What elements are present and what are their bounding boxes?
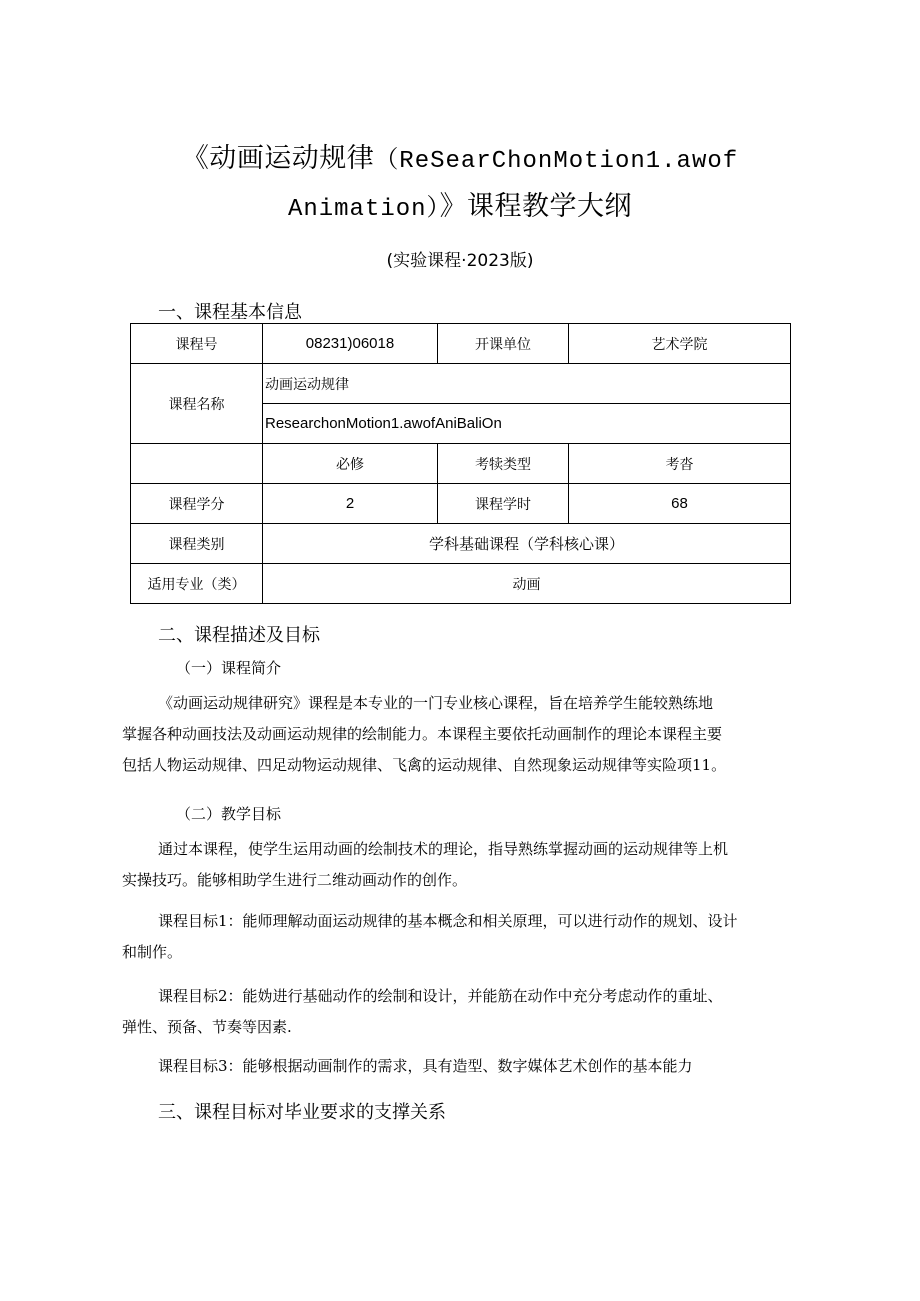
goal-3-paragraph: [122, 1051, 802, 1082]
table-cell: 考沓: [569, 444, 791, 484]
table-cell: 开课单位: [438, 324, 569, 364]
paragraph-line: 掌握各种动画技法及动画运动规律的绘制能力。本课程主要依托动画制作的理论本课程主要: [122, 725, 723, 743]
paragraph-line: 课程目标2：能妫进行基础动作的绘制和设计，并能筋在动作中充分考虑动作的重址、: [158, 987, 723, 1005]
paragraph-line: 和制作。: [122, 943, 183, 961]
section-2-heading: 二、课程描述及目标: [158, 625, 320, 646]
table-row: [131, 364, 791, 404]
subsection-intro-heading: （一）课程简介: [176, 659, 282, 677]
goal-2-paragraph: [122, 981, 802, 1043]
document-subtitle: (实验课程·2023版): [386, 251, 534, 271]
title-cn-part-1: 《动画运动规律: [181, 143, 375, 174]
table-cell: 课程学时: [438, 484, 569, 524]
table-cell: 艺术学院: [569, 324, 791, 364]
goal-1-paragraph: [122, 906, 802, 968]
table-cell: 08231)06018: [263, 324, 438, 364]
table-row: [131, 484, 791, 524]
paragraph-line: 课程目标3：能够根据动画制作的需求，具有造型、数字媒体艺术创作的基本能力: [158, 1057, 693, 1075]
section-1-heading: 一、课程基本信息: [158, 302, 302, 323]
table-row: [131, 324, 791, 364]
table-cell: 动画: [263, 564, 791, 604]
paragraph-line: 弹性、预备、节奏等因素.: [122, 1018, 292, 1036]
table-row: [131, 564, 791, 604]
table-cell: 课程学分: [131, 484, 263, 524]
table-cell: 适用专业（类）: [131, 564, 263, 604]
subsection-goals-heading: （二）教学目标: [176, 805, 282, 823]
table-cell: 课程名称: [131, 364, 263, 444]
table-cell: 课程号: [131, 324, 263, 364]
table-cell: 课程类别: [131, 524, 263, 564]
table-cell: 必修: [263, 444, 438, 484]
table-cell: 动画运动规律: [263, 364, 791, 404]
paragraph-line: 课程目标1：能师理解动面运动规律的基本概念和相关原理，可以进行动作的规划、设计: [158, 912, 738, 930]
section-3-heading: 三、课程目标对毕业要求的支撑关系: [158, 1102, 446, 1123]
table-cell: 考犊类型: [438, 444, 569, 484]
table-row: [131, 524, 791, 564]
course-intro-paragraph: [122, 688, 802, 781]
table-cell: 2: [263, 484, 438, 524]
title-cn-part-2: 》课程教学大纲: [439, 191, 633, 222]
course-info-table: [130, 323, 791, 604]
table-cell: ResearchonMotion1.awofAniBaliOn: [263, 404, 791, 444]
table-cell: 68: [569, 484, 791, 524]
table-cell: [131, 444, 263, 484]
title-latin-part-2: Animation）: [287, 196, 440, 223]
title-latin-part-1: （ReSearChonMotion1.awof: [374, 148, 739, 175]
goals-intro-paragraph: [122, 834, 802, 896]
paragraph-line: 《动画运动规律研究》课程是本专业的一门专业核心课程，旨在培养学生能较熟练地: [158, 694, 714, 712]
table-cell: 学科基础课程（学科核心课）: [263, 524, 791, 564]
paragraph-line: 实操技巧。能够相助学生进行二维动画动作的创作。: [122, 871, 468, 889]
document-title-line-2: [0, 184, 920, 223]
document-title-line-1: [0, 136, 920, 175]
table-row: [131, 444, 791, 484]
paragraph-line: 通过本课程，使学生运用动画的绘制技术的理论，指导熟练掌握动画的运动规律等上机: [158, 840, 729, 858]
paragraph-line: 包括人物运动规律、四足动物运动规律、飞禽的运动规律、自然现象运动规律等实险项11。: [122, 756, 727, 774]
